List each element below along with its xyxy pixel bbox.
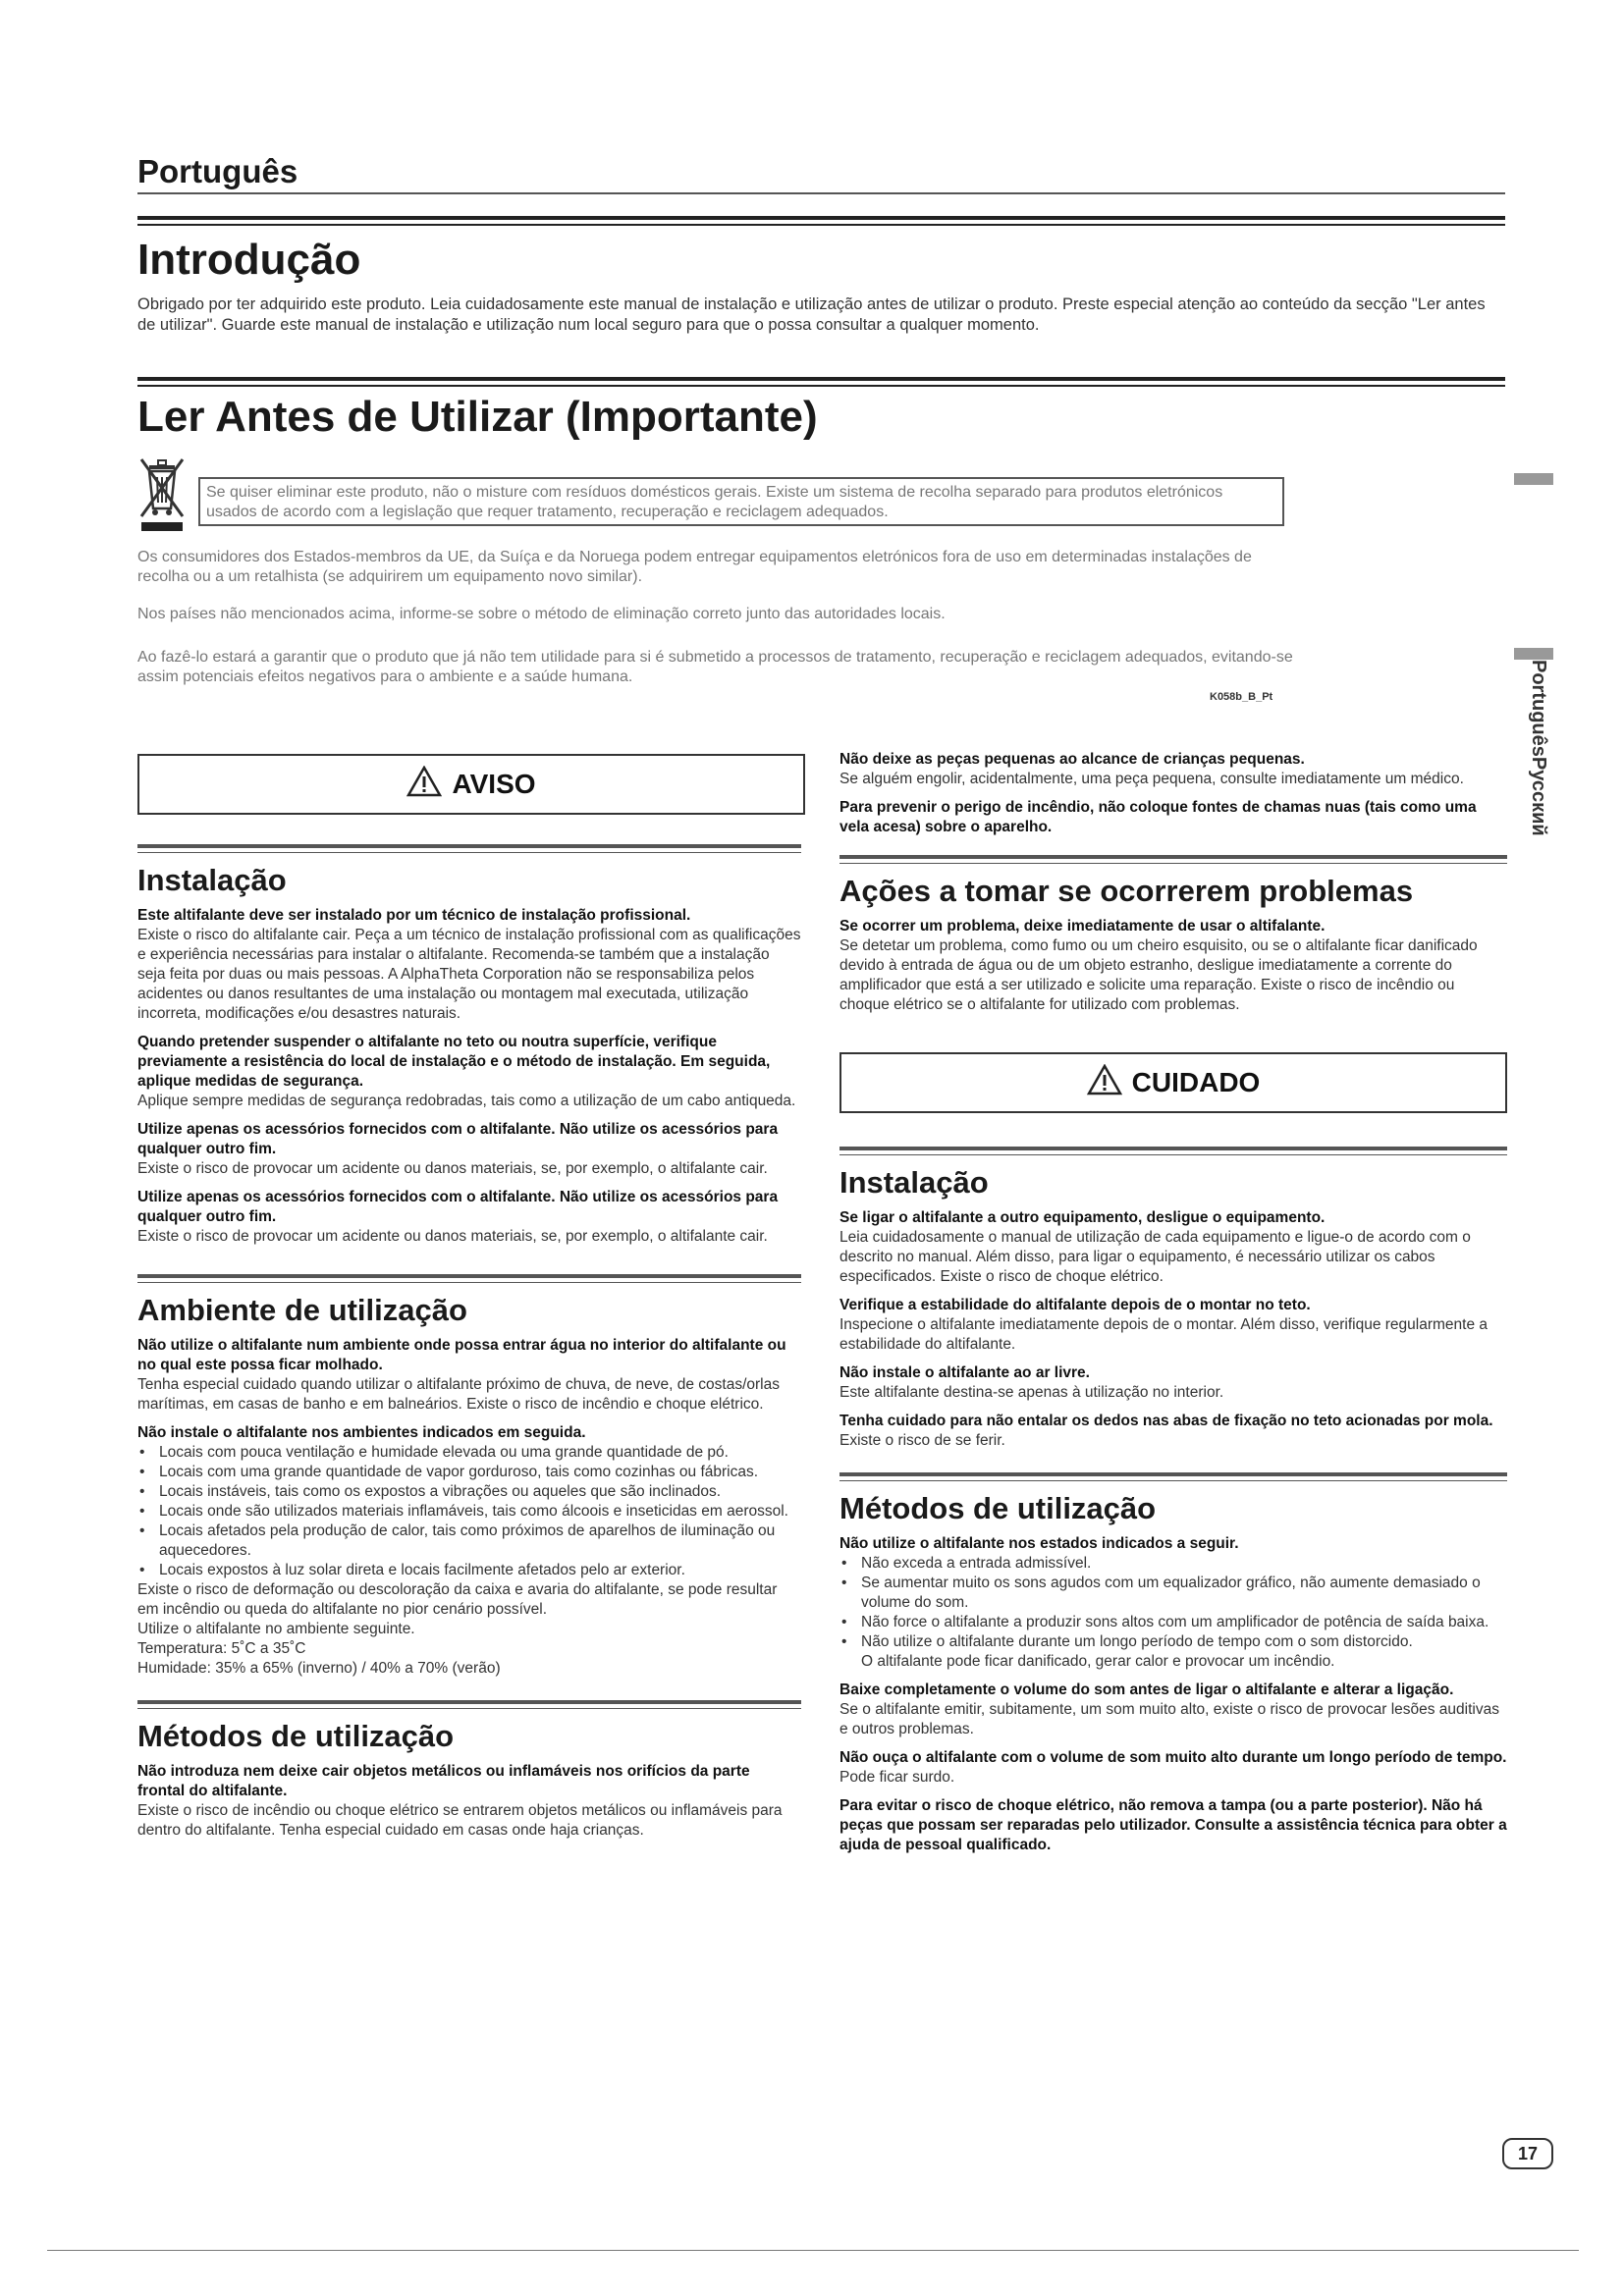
environment-text-1: Tenha especial cuidado quando utilizar o altifalante próximo de chuva, de neve, de costas/orlas marítimas, em casas de banho e em balneários. Existe o risco de incêndio e choque elétrico. bbox=[137, 1376, 780, 1413]
environment-text-2: Existe o risco de deformação ou descoloração da caixa e avaria do altifalante, se pode resultar em incêndio ou queda do altifalante no pior cenário possível. bbox=[137, 1581, 778, 1618]
side-language-tab: PortuguêsРусский bbox=[1528, 660, 1549, 836]
caution-methods-4: Para evitar o risco de choque elétrico, não remova a tampa (ou a parte posterior). Não há peças que possam ser reparadas pelo utilizador. Consulte a assistência técnica para obter a ajuda de pessoal qualificado. bbox=[839, 1797, 1507, 1853]
install-right-heading: Instalação bbox=[839, 1165, 989, 1200]
list-item: • Não exceda a entrada admissível. bbox=[839, 1554, 1507, 1574]
install-text-3: Existe o risco de provocar um acidente ou danos materiais, se, por exemplo, o altifalante cair. bbox=[137, 1160, 768, 1177]
environment-rule bbox=[137, 1274, 801, 1278]
actions-text-1: Se detetar um problema, como fumo ou um cheiro esquisito, ou se o altifalante ficar danificado devido à entrada de água ou de um objeto estranho, desligue imediatamente a corrente do amplificador que está a ser utilizado e solicite uma reparação. Existe o risco de incêndio ou choque elétrico se o altifalante for utilizado com problemas. bbox=[839, 937, 1478, 1013]
install-warning-3: Utilize apenas os acessórios fornecidos com o altifalante. Não utilize os acessórios para qualquer outro fim. bbox=[137, 1121, 779, 1157]
caution-methods-text-2: Se o altifalante emitir, subitamente, um som muito alto, existe o risco de provocar lesões auditivas e outros problemas. bbox=[839, 1701, 1499, 1737]
warning-triangle-icon bbox=[406, 766, 442, 804]
methods-heading: Métodos de utilização bbox=[137, 1719, 455, 1753]
weee-bin-icon bbox=[137, 455, 187, 536]
list-item: • Locais expostos à luz solar direta e locais facilmente afetados pelo ar exterior. bbox=[137, 1561, 801, 1580]
caution-install-4: Tenha cuidado para não entalar os dedos nas abas de fixação no teto acionadas por mola. bbox=[839, 1413, 1493, 1429]
caution-methods-text-3: Pode ficar surdo. bbox=[839, 1769, 955, 1786]
methods-warning-1: Não introduza nem deixe cair objetos metálicos ou inflamáveis nos orifícios da parte frontal do altifalante. bbox=[137, 1763, 750, 1799]
caution-install-1: Se ligar o altifalante a outro equipamento, desligue o equipamento. bbox=[839, 1209, 1326, 1226]
methods-text-1: Existe o risco de incêndio ou choque elétrico se entrarem objetos metálicos ou inflamáveis para dentro do altifalante. Tenha especial cuidado em casas onde haja crianças. bbox=[137, 1802, 783, 1839]
read-before-heading: Ler Antes de Utilizar (Importante) bbox=[137, 393, 818, 441]
methods-bullet-list bbox=[839, 1554, 1507, 1652]
environment-humidity: Humidade: 35% a 65% (inverno) / 40% a 70% (verão) bbox=[137, 1660, 501, 1677]
right-column bbox=[839, 750, 1507, 1855]
environment-heading: Ambiente de utilização bbox=[137, 1293, 467, 1327]
caution-install-3: Não instale o altifalante ao ar livre. bbox=[839, 1364, 1090, 1381]
install-rule bbox=[137, 844, 801, 848]
install-warning-4: Utilize apenas os acessórios fornecidos com o altifalante. Não utilize os acessórios para qualquer outro fim. bbox=[137, 1189, 779, 1225]
page-number: 17 bbox=[1502, 2138, 1553, 2169]
install-warning-1: Este altifalante deve ser instalado por um técnico de instalação profissional. bbox=[137, 907, 691, 924]
list-item: • Locais com pouca ventilação e humidade elevada ou uma grande quantidade de pó. bbox=[137, 1443, 801, 1463]
actions-heading: Ações a tomar se ocorrerem problemas bbox=[839, 874, 1414, 908]
weee-para-3: Ao fazê-lo estará a garantir que o produto que já não tem utilidade para si é submetido a processos de tratamento, recuperação e reciclagem adequados, evitando-se assim potenciais efeitos negativos para o ambiente e a saúde humana. bbox=[137, 649, 1293, 685]
methods-right-heading: Métodos de utilização bbox=[839, 1491, 1157, 1525]
weee-para-2: Nos países não mencionados acima, informe-se sobre o método de eliminação correto junto das autoridades locais. bbox=[137, 606, 946, 622]
language-rule bbox=[137, 192, 1505, 194]
actions-rule bbox=[839, 855, 1507, 859]
caution-install-text-4: Existe o risco de se ferir. bbox=[839, 1432, 1005, 1449]
list-item: • Se aumentar muito os sons agudos com um equalizador gráfico, não aumente demasiado o volume do som. bbox=[839, 1574, 1507, 1613]
actions-warning-1: Se ocorrer um problema, deixe imediatamente de usar o altifalante. bbox=[839, 918, 1326, 934]
intro-rule-top bbox=[137, 216, 1505, 220]
environment-warning-1: Não utilize o altifalante num ambiente onde possa entrar água no interior do altifalante ou no qual este possa ficar molhado. bbox=[137, 1337, 786, 1373]
caution-install-2: Verifique a estabilidade do altifalante depois de o montar no teto. bbox=[839, 1297, 1311, 1313]
intro-heading: Introdução bbox=[137, 236, 361, 284]
install-right-rule bbox=[839, 1147, 1507, 1150]
page-bottom-rule bbox=[47, 2250, 1579, 2251]
side-tab-marker-1 bbox=[1514, 473, 1553, 485]
read-rule-top bbox=[137, 377, 1505, 381]
environment-temperature: Temperatura: 5˚C a 35˚C bbox=[137, 1640, 306, 1657]
caution-methods-2: Baixe completamente o volume do som antes de ligar o altifalante e alterar a ligação. bbox=[839, 1682, 1454, 1698]
list-item: • Locais instáveis, tais como os expostos a vibrações ou aqueles que são inclinados. bbox=[137, 1482, 801, 1502]
read-rule-bottom bbox=[137, 385, 1505, 387]
caution-install-text-1: Leia cuidadosamente o manual de utilização de cada equipamento e ligue-o de acordo com o descrito no manual. Além disso, para ligar o equipamento, é necessário utilizar os cabos especificados. Existe o risco de choque elétrico. bbox=[839, 1229, 1471, 1285]
install-text-1: Existe o risco do altifalante cair. Peça a um técnico de instalação profissional com as qualificações e experiência necessárias para instalar o altifalante. Recomenda-se também que a instalação seja feita por duas ou mais pessoas. A AlphaTheta Corporation não se responsabiliza pelos acidentes ou danos resultantes de uma instalação ou montagem mal executada, utilização incorreta, modificações e/ou desastres naturais. bbox=[137, 927, 801, 1022]
caution-methods-1: Não utilize o altifalante nos estados indicados a seguir. bbox=[839, 1535, 1239, 1552]
install-text-2: Aplique sempre medidas de segurança redobradas, tais como a utilização de um cabo antiqueda. bbox=[137, 1093, 796, 1109]
methods-bullet-note: O altifalante pode ficar danificado, gerar calor e provocar um incêndio. bbox=[861, 1653, 1335, 1670]
warning-label: AVISO bbox=[452, 769, 536, 799]
environment-warning-2: Não instale o altifalante nos ambientes indicados em seguida. bbox=[137, 1424, 586, 1441]
caution-triangle-icon bbox=[1087, 1064, 1122, 1102]
environment-text-3: Utilize o altifalante no ambiente seguinte. bbox=[137, 1621, 415, 1637]
list-item: • Não force o altifalante a produzir sons altos com um amplificador de potência de saída baixa. bbox=[839, 1613, 1507, 1632]
caution-install-text-2: Inspecione o altifalante imediatamente depois de o montar. Além disso, verifique regularmente a estabilidade do altifalante. bbox=[839, 1316, 1488, 1353]
fire-warning: Para prevenir o perigo de incêndio, não coloque fontes de chamas nuas (tais como uma vela acesa) sobre o aparelho. bbox=[839, 799, 1477, 835]
language-title: Português bbox=[137, 153, 298, 189]
list-item: • Locais afetados pela produção de calor, tais como próximos de aparelhos de iluminação ou aquecedores. bbox=[137, 1522, 801, 1561]
warning-box bbox=[137, 754, 805, 815]
document-code: K058b_B_Pt bbox=[1210, 691, 1273, 703]
intro-rule-bottom bbox=[137, 224, 1505, 226]
side-tab-marker-2 bbox=[1514, 648, 1553, 660]
caution-install-text-3: Este altifalante destina-se apenas à utilização no interior. bbox=[839, 1384, 1224, 1401]
methods-rule bbox=[137, 1700, 801, 1704]
caution-label: CUIDADO bbox=[1131, 1067, 1261, 1097]
small-parts-warning: Não deixe as peças pequenas ao alcance de crianças pequenas. bbox=[839, 751, 1305, 768]
weee-notice-box: Se quiser eliminar este produto, não o misture com resíduos domésticos gerais. Existe um sistema de recolha separado para produtos eletrónicos usados de acordo com a legislação que requer tratamento, recuperação e reciclagem adequados. bbox=[198, 477, 1284, 526]
list-item: • Não utilize o altifalante durante um longo período de tempo com o som distorcido. bbox=[839, 1632, 1507, 1652]
caution-box bbox=[839, 1052, 1507, 1113]
install-heading: Instalação bbox=[137, 863, 287, 897]
list-item: • Locais onde são utilizados materiais inflamáveis, tais como álcoois e inseticidas em aerossol. bbox=[137, 1502, 801, 1522]
install-text-4: Existe o risco de provocar um acidente ou danos materiais, se, por exemplo, o altifalante cair. bbox=[137, 1228, 768, 1245]
methods-right-rule bbox=[839, 1472, 1507, 1476]
left-column bbox=[137, 844, 801, 1841]
caution-methods-3: Não ouça o altifalante com o volume de som muito alto durante um longo período de tempo. bbox=[839, 1749, 1507, 1766]
environment-bullet-list bbox=[137, 1443, 801, 1580]
install-warning-2: Quando pretender suspender o altifalante no teto ou noutra superfície, verifique previamente a resistência do local de instalação e o método de instalação. Em seguida, aplique medidas de segurança. bbox=[137, 1034, 771, 1090]
small-parts-text: Se alguém engolir, acidentalmente, uma peça pequena, consulte imediatamente um médico. bbox=[839, 771, 1464, 787]
list-item: • Locais com uma grande quantidade de vapor gorduroso, tais como cozinhas ou fábricas. bbox=[137, 1463, 801, 1482]
weee-para-1: Os consumidores dos Estados-membros da UE, da Suíça e da Noruega podem entregar equipamentos eletrónicos fora de uso em determinadas instalações de recolha ou a um retalhista (se adquirirem um equipamento novo similar). bbox=[137, 549, 1252, 585]
intro-text: Obrigado por ter adquirido este produto. Leia cuidadosamente este manual de instalação e utilização antes de utilizar o produto. Preste especial atenção ao conteúdo da secção "Ler antes de utilizar". Guarde este manual de instalação e utilização num local seguro para que o possa consultar a qualquer momento. bbox=[137, 295, 1486, 334]
